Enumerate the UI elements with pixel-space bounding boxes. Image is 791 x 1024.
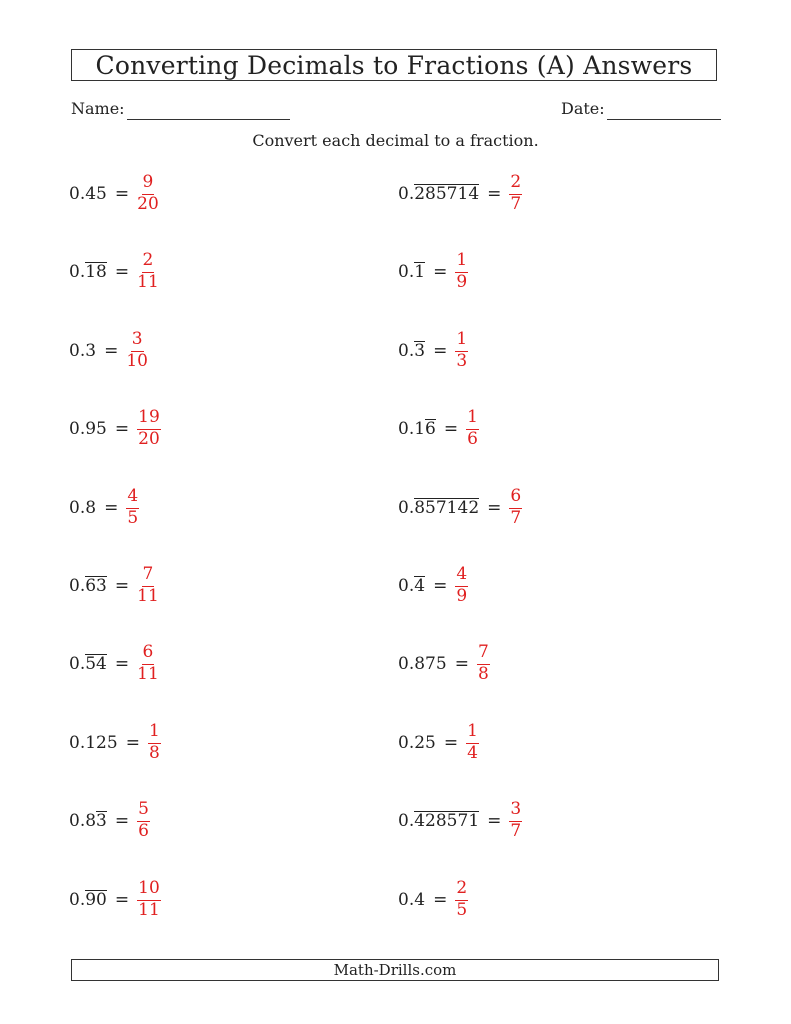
problem-row: [69, 639, 159, 689]
decimal-value: [69, 184, 107, 204]
decimal-value: [398, 419, 436, 439]
decimal-value: [398, 890, 425, 910]
fraction-denominator: 6: [138, 821, 149, 841]
equals-sign: =: [433, 262, 448, 282]
problem-row: [69, 483, 139, 533]
answer-fraction: [137, 644, 159, 684]
equals-sign: =: [114, 419, 130, 439]
fraction-numerator: 1: [455, 252, 468, 273]
decimal-value: [69, 419, 107, 439]
answer-fraction: [466, 723, 479, 763]
repeating-digits: 6: [425, 419, 436, 439]
decimal-digits: 25: [414, 733, 436, 753]
problem-row: [398, 639, 490, 689]
equals-sign: =: [487, 498, 502, 518]
fraction-numerator: 5: [137, 801, 150, 822]
fraction-numerator: 4: [455, 566, 468, 587]
decimal-prefix: 0.: [69, 733, 86, 753]
decimal-prefix: 0.: [69, 262, 86, 282]
decimal-value: [398, 654, 447, 674]
equals-sign: =: [443, 419, 459, 439]
repeating-digits: 857142: [414, 498, 480, 518]
fraction-denominator: 6: [467, 429, 478, 449]
decimal-prefix: 0.: [69, 890, 86, 910]
decimal-value: [69, 654, 107, 674]
equals-sign: =: [114, 890, 130, 910]
fraction-numerator: 2: [509, 174, 522, 195]
fraction-denominator: 3: [456, 351, 468, 371]
equals-sign: =: [114, 184, 130, 204]
name-field-line[interactable]: [127, 119, 290, 120]
decimal-value: [398, 184, 479, 204]
problem-row: [398, 404, 479, 454]
repeating-digits: 54: [85, 654, 107, 674]
repeating-digits: 3: [414, 341, 426, 361]
repeating-digits: 4: [414, 576, 426, 596]
repeating-digits: 18: [85, 262, 107, 282]
decimal-value: [69, 576, 107, 596]
problem-row: [398, 718, 479, 768]
name-label: Name:: [71, 99, 125, 118]
problem-row: [398, 169, 522, 219]
fraction-denominator: 11: [137, 586, 159, 606]
problem-row: [398, 326, 468, 376]
decimal-digits: 875: [414, 654, 447, 674]
fraction-denominator: 20: [138, 429, 160, 449]
equals-sign: =: [104, 341, 119, 361]
decimal-prefix: 0.: [398, 811, 415, 831]
answer-fraction: [509, 488, 522, 528]
equals-sign: =: [114, 811, 130, 831]
equals-sign: =: [433, 890, 448, 910]
fraction-denominator: 20: [137, 194, 159, 214]
equals-sign: =: [487, 184, 502, 204]
equals-sign: =: [443, 733, 459, 753]
problem-row: [398, 561, 468, 611]
repeating-digits: 1: [414, 262, 426, 282]
equals-sign: =: [125, 733, 140, 753]
fraction-numerator: 2: [142, 252, 155, 273]
fraction-numerator: 1: [455, 331, 468, 352]
problem-row: [69, 169, 159, 219]
problem-row: [69, 326, 148, 376]
fraction-numerator: 7: [477, 644, 490, 665]
answer-fraction: [509, 801, 522, 841]
fraction-numerator: 6: [509, 488, 522, 509]
fraction-numerator: 6: [142, 644, 155, 665]
problem-row: [398, 796, 522, 846]
decimal-prefix: 0.: [398, 654, 415, 674]
equals-sign: =: [433, 341, 448, 361]
equals-sign: =: [433, 576, 448, 596]
answer-fraction: [477, 644, 490, 684]
answer-fraction: [137, 880, 161, 920]
decimal-value: [398, 733, 436, 753]
decimal-digits: 3: [85, 341, 97, 361]
fraction-denominator: 7: [510, 194, 522, 214]
equals-sign: =: [114, 576, 130, 596]
date-label: Date:: [561, 99, 605, 118]
decimal-prefix: 0.: [398, 576, 415, 596]
fraction-denominator: 7: [510, 508, 522, 528]
equals-sign: =: [114, 654, 130, 674]
answer-fraction: [455, 252, 468, 292]
fraction-denominator: 4: [467, 743, 478, 763]
decimal-digits: 8: [85, 498, 97, 518]
answer-fraction: [137, 409, 161, 449]
decimal-prefix: 0.: [398, 733, 415, 753]
repeating-digits: 428571: [414, 811, 480, 831]
problem-row: [398, 247, 468, 297]
fraction-numerator: 9: [142, 174, 155, 195]
fraction-numerator: 3: [509, 801, 522, 822]
answer-fraction: [509, 174, 522, 214]
problem-row: [69, 404, 161, 454]
answer-fraction: [137, 801, 150, 841]
decimal-value: [69, 498, 96, 518]
decimal-prefix: 0.: [398, 498, 415, 518]
fraction-denominator: 5: [456, 900, 468, 920]
decimal-digits: 45: [85, 184, 107, 204]
fraction-denominator: 5: [127, 508, 139, 528]
problem-row: [398, 875, 468, 925]
fraction-denominator: 8: [148, 743, 160, 763]
repeating-digits: 63: [85, 576, 107, 596]
answer-fraction: [137, 174, 159, 214]
fraction-denominator: 8: [477, 664, 489, 684]
answer-fraction: [466, 409, 479, 449]
decimal-digits: 95: [85, 419, 107, 439]
problem-row: [69, 875, 161, 925]
fraction-denominator: 11: [137, 664, 159, 684]
problem-row: [69, 561, 159, 611]
worksheet-title: [71, 49, 717, 81]
fraction-denominator: 9: [456, 272, 468, 292]
fraction-denominator: 7: [510, 821, 522, 841]
decimal-prefix: 0.1: [398, 419, 426, 439]
fraction-numerator: 10: [137, 880, 161, 901]
answer-fraction: [455, 331, 468, 371]
problem-row: [398, 483, 522, 533]
problem-row: [69, 718, 161, 768]
decimal-prefix: 0.8: [69, 811, 97, 831]
fraction-denominator: 9: [456, 586, 468, 606]
problem-row: [69, 247, 159, 297]
decimal-value: [69, 811, 107, 831]
fraction-numerator: 1: [148, 723, 161, 744]
decimal-value: [69, 262, 107, 282]
decimal-value: [398, 341, 425, 361]
answer-fraction: [148, 723, 161, 763]
decimal-prefix: 0.: [398, 890, 415, 910]
problem-row: [69, 796, 150, 846]
decimal-value: [398, 498, 479, 518]
fraction-numerator: 1: [466, 723, 479, 744]
fraction-numerator: 4: [126, 488, 139, 509]
fraction-numerator: 1: [466, 409, 479, 430]
answer-fraction: [126, 488, 139, 528]
decimal-value: [398, 811, 479, 831]
fraction-numerator: 19: [137, 409, 161, 430]
decimal-value: [398, 262, 425, 282]
decimal-prefix: 0.: [398, 262, 415, 282]
decimal-prefix: 0.: [69, 341, 86, 361]
answer-fraction: [455, 880, 468, 920]
date-field-line[interactable]: [607, 119, 721, 120]
decimal-prefix: 0.: [398, 341, 415, 361]
decimal-prefix: 0.: [69, 654, 86, 674]
decimal-prefix: 0.: [398, 184, 415, 204]
equals-sign: =: [104, 498, 119, 518]
equals-sign: =: [114, 262, 130, 282]
footer-text: Math-Drills.com: [333, 961, 457, 979]
answer-fraction: [126, 331, 148, 371]
decimal-digits: 125: [85, 733, 118, 753]
instructions: Convert each decimal to a fraction.: [252, 131, 539, 150]
repeating-digits: 90: [85, 890, 107, 910]
decimal-prefix: 0.: [69, 184, 86, 204]
decimal-digits: 4: [414, 890, 426, 910]
title-text: Converting Decimals to Fractions (A) Answers: [95, 50, 693, 80]
answer-fraction: [137, 566, 159, 606]
fraction-denominator: 11: [138, 900, 160, 920]
decimal-value: [69, 341, 96, 361]
fraction-denominator: 11: [137, 272, 159, 292]
decimal-prefix: 0.: [69, 498, 86, 518]
fraction-numerator: 2: [455, 880, 468, 901]
answer-fraction: [137, 252, 159, 292]
repeating-digits: 3: [96, 811, 107, 831]
decimal-value: [69, 733, 118, 753]
equals-sign: =: [454, 654, 469, 674]
footer: [71, 959, 719, 981]
decimal-value: [398, 576, 425, 596]
fraction-numerator: 7: [142, 566, 155, 587]
repeating-digits: 285714: [414, 184, 480, 204]
fraction-numerator: 3: [131, 331, 144, 352]
answer-fraction: [455, 566, 468, 606]
equals-sign: =: [487, 811, 502, 831]
decimal-prefix: 0.: [69, 576, 86, 596]
fraction-denominator: 10: [126, 351, 148, 371]
decimal-prefix: 0.: [69, 419, 86, 439]
decimal-value: [69, 890, 107, 910]
